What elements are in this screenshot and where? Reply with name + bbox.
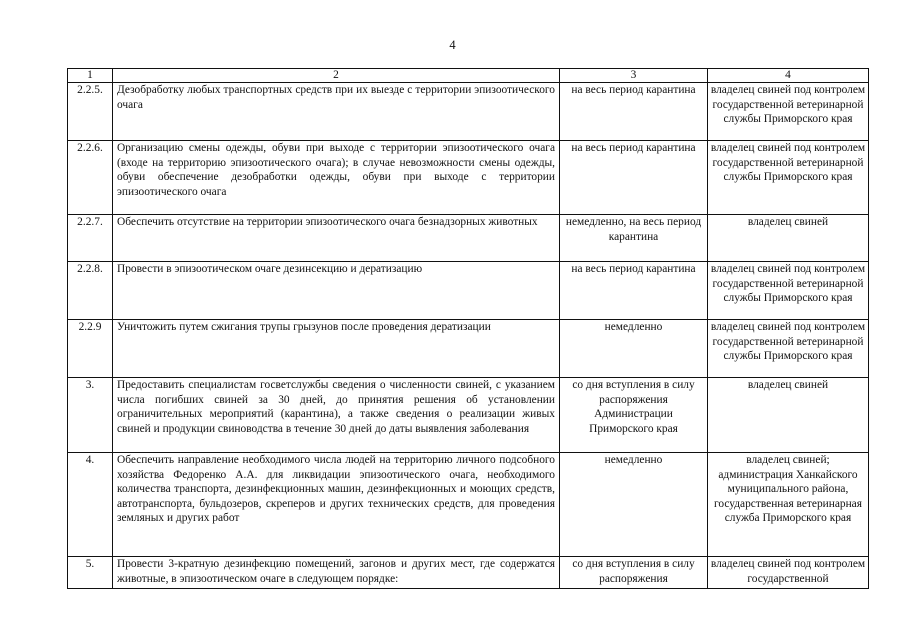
item-number: 4.: [68, 453, 113, 557]
item-action: Провести 3-кратную дезинфекцию помещений, загонов и других мест, где содержатся животные, в эпизоотическом очаге в следующем порядке:: [113, 557, 560, 589]
item-term: на весь период карантина: [560, 141, 708, 215]
item-responsible: владелец свиней: [708, 215, 869, 262]
item-responsible: владелец свиней: [708, 378, 869, 453]
item-responsible: владелец свиней под контролем государственной ветеринарной службы Приморского края: [708, 320, 869, 378]
item-responsible: владелец свиней под контролем государственной ветеринарной службы Приморского края: [708, 262, 869, 320]
table-row: [68, 320, 869, 378]
table-row: [68, 215, 869, 262]
item-action: Организацию смены одежды, обуви при выходе с территории эпизоотического очага (входе на территорию эпизоотического очага); в случае невозможности смены одежды, обуви обеспечение дезобработки одежды, обуви при выходе с территории эпизоотического очага: [113, 141, 560, 215]
item-action: Дезобработку любых транспортных средств при их выезде с территории эпизоотического очага: [113, 83, 560, 141]
page-number: 4: [449, 38, 456, 52]
item-term: на весь период карантина: [560, 83, 708, 141]
item-term: со дня вступления в силу распоряжения Администрации Приморского края: [560, 378, 708, 453]
item-term: на весь период карантина: [560, 262, 708, 320]
item-responsible: владелец свиней; администрация Ханкайского муниципального района, государственная ветеринарная служба Приморского края: [708, 453, 869, 557]
table-row: [68, 262, 869, 320]
table-row: [68, 453, 869, 557]
item-number: 2.2.9: [68, 320, 113, 378]
item-number: 5.: [68, 557, 113, 589]
item-action: Предоставить специалистам госветслужбы сведения о численности свиней, с указанием числа погибших свиней за 30 дней, до принятия решения об установлении ограничительных мероприятий (карантина), а также сведения о реализации живых свиней и продукции свиноводства в течение 30 дней до даты выявления заболевания: [113, 378, 560, 453]
item-term: немедленно: [560, 453, 708, 557]
column-header: 3: [560, 69, 708, 83]
column-header: 2: [113, 69, 560, 83]
table-row: [68, 378, 869, 453]
column-header: 1: [68, 69, 113, 83]
table-row: [68, 83, 869, 141]
column-header: 4: [708, 69, 869, 83]
item-number: 2.2.5.: [68, 83, 113, 141]
item-responsible: владелец свиней под контролем государственной ветеринарной службы Приморского края: [708, 141, 869, 215]
item-responsible: владелец свиней под контролем государственной: [708, 557, 869, 589]
table-row: [68, 557, 869, 589]
table-row: [68, 141, 869, 215]
table-header-row: [68, 69, 869, 83]
item-term: немедленно: [560, 320, 708, 378]
item-term: немедленно, на весь период карантина: [560, 215, 708, 262]
item-responsible: владелец свиней под контролем государственной ветеринарной службы Приморского края: [708, 83, 869, 141]
item-action: Обеспечить отсутствие на территории эпизоотического очага безнадзорных животных: [113, 215, 560, 262]
item-number: 2.2.6.: [68, 141, 113, 215]
item-action: Уничтожить путем сжигания трупы грызунов после проведения дератизации: [113, 320, 560, 378]
item-number: 3.: [68, 378, 113, 453]
item-action: Обеспечить направление необходимого числа людей на территорию личного подсобного хозяйства Федоренко А.А. для ликвидации эпизоотического очага, необходимого количества транспорта, дезинфекционных машин, дезинфекционных и моющих средств, автотранспорта, бульдозеров, скреперов и других технических средств, для проведения земляных и других работ: [113, 453, 560, 557]
item-action: Провести в эпизоотическом очаге дезинсекцию и дератизацию: [113, 262, 560, 320]
item-number: 2.2.8.: [68, 262, 113, 320]
item-number: 2.2.7.: [68, 215, 113, 262]
measures-table: [67, 68, 869, 589]
item-term: со дня вступления в силу распоряжения: [560, 557, 708, 589]
